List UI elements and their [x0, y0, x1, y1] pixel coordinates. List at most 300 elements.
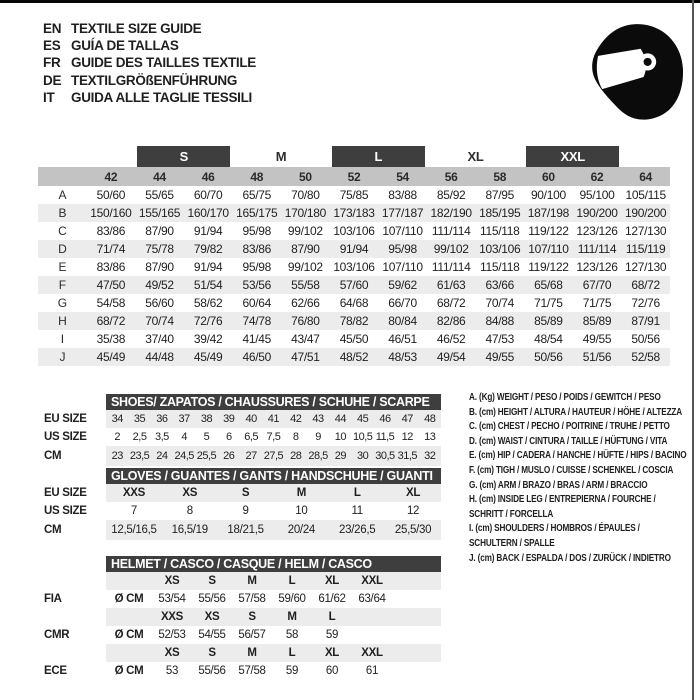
- size-value: 103/106: [333, 260, 375, 274]
- language-row: [43, 54, 256, 71]
- size-value: 45/49: [184, 348, 233, 366]
- cell-filler: [392, 572, 441, 590]
- size-value: 185/195: [475, 204, 524, 222]
- cell-value: 54/55: [198, 629, 226, 641]
- cell-value: 45: [352, 410, 374, 428]
- size-value: 49/54: [427, 348, 476, 366]
- size-value: 56/60: [145, 296, 174, 310]
- size-value: 190/200: [573, 204, 622, 222]
- size-value: 45/49: [87, 348, 136, 366]
- cell-value: 13: [424, 431, 436, 443]
- gloves-table: [43, 484, 441, 540]
- gloves-section-header: GLOVES / GUANTES / GANTS / HANDSCHUHE / GUANTI: [106, 468, 441, 484]
- row-label: FIA: [44, 593, 62, 605]
- row-label: CM: [44, 450, 62, 462]
- size-value: 41/45: [242, 332, 271, 346]
- size-value: 75/85: [339, 188, 369, 202]
- size-value: 79/82: [184, 240, 233, 258]
- size-value: 65/75: [242, 188, 271, 202]
- helmet-size-table: [43, 572, 441, 680]
- size-value: 123/126: [576, 224, 618, 238]
- size-value: 115/119: [621, 240, 670, 258]
- cell-value: 57/58: [238, 665, 266, 677]
- cell-value: 24,5: [173, 446, 195, 466]
- size-value: 187/198: [524, 204, 573, 222]
- size-value: 60/64: [242, 296, 271, 310]
- size-value: 160/170: [184, 204, 233, 222]
- size-value: 57/60: [330, 276, 379, 294]
- cell-value: 56/57: [238, 629, 266, 641]
- legend-item: [469, 405, 686, 420]
- size-value: 107/110: [382, 260, 423, 274]
- legend-line: I. (cm) SHOULDERS / HOMBROS / ÉPAULES /: [469, 522, 640, 535]
- size-value: 70/74: [135, 312, 184, 330]
- size-value: 46/51: [388, 332, 417, 346]
- size-value: 82/86: [427, 312, 476, 330]
- row-prefix: Ø CM: [114, 629, 144, 641]
- size-column-header: 60: [524, 167, 573, 186]
- row-label: [43, 608, 106, 626]
- cell-value: 28: [285, 446, 307, 466]
- legend-line: H. (cm) INSIDE LEG / ENTREPIERNA / FOURCHE /: [469, 493, 656, 506]
- cell-value: 59: [325, 629, 339, 641]
- cell-value: 57/58: [238, 593, 266, 605]
- size-value: 75/78: [135, 240, 184, 258]
- table-row: [43, 572, 441, 590]
- table-row: [43, 502, 441, 520]
- cell-value: 20/24: [273, 520, 329, 540]
- measure-row-label: D: [38, 240, 87, 258]
- row-prefix: [106, 572, 152, 590]
- cell-value: M: [273, 484, 329, 502]
- size-value: 76/80: [281, 312, 330, 330]
- size-value: 83/86: [232, 240, 281, 258]
- cell-value: XS: [162, 484, 218, 502]
- row-label: [43, 644, 106, 662]
- cell-value: 35: [128, 410, 150, 428]
- legend-item: [469, 492, 686, 521]
- shoes-table: [43, 410, 441, 466]
- cell-value: 41: [262, 410, 284, 428]
- size-group-label: L: [332, 146, 425, 167]
- measure-row-label: I: [60, 332, 64, 346]
- size-value: 61/63: [427, 276, 476, 294]
- cell-value: 9: [242, 505, 249, 517]
- cell-value: S: [232, 608, 272, 626]
- legend-line: J. (cm) BACK / ESPALDA / DOS / ZURÜCK / INDIETRO: [469, 551, 671, 564]
- size-value: 91/94: [330, 240, 379, 258]
- size-value: 71/75: [582, 296, 612, 310]
- cell-value: 24: [151, 446, 173, 466]
- legend-item: [469, 434, 686, 449]
- row-label: US SIZE: [44, 431, 87, 443]
- language-row: [43, 72, 256, 89]
- size-value: 51/56: [573, 348, 622, 366]
- cell-value: XS: [192, 608, 232, 626]
- cell-value: 53/54: [158, 593, 186, 605]
- language-label: GUÍA DE TALLAS: [71, 38, 179, 54]
- cell-value: 55/56: [198, 593, 226, 605]
- cell-value: 44: [329, 410, 351, 428]
- size-value: 95/98: [242, 260, 271, 274]
- cell-value: 10,5: [352, 431, 373, 443]
- cell-value: 3,5: [154, 431, 169, 443]
- language-label: GUIDA ALLE TAGLIE TESSILI: [71, 89, 252, 105]
- size-value: 115/118: [480, 224, 520, 238]
- size-column-header: 44: [135, 167, 184, 186]
- size-value: 55/58: [281, 276, 330, 294]
- size-value: 87/95: [485, 188, 515, 202]
- size-value: 60/70: [193, 188, 223, 202]
- cell-value: S: [192, 644, 232, 662]
- table-row: [43, 608, 441, 626]
- top-border: [0, 0, 700, 3]
- table-row: [43, 626, 441, 644]
- measure-row-label: H: [38, 312, 87, 330]
- cell-value: 38: [195, 410, 217, 428]
- table-row: [43, 644, 441, 662]
- size-value: 91/94: [193, 260, 223, 274]
- table-row: [43, 590, 441, 608]
- legend-item: [469, 521, 686, 550]
- legend-item: [469, 419, 686, 434]
- size-value: 103/106: [333, 224, 375, 238]
- size-value: 177/187: [378, 204, 427, 222]
- cell-value: 26: [218, 446, 240, 466]
- gloves-section: [43, 468, 441, 540]
- row-label: CM: [44, 524, 62, 536]
- cell-value: 23: [106, 446, 128, 466]
- measure-row-d: [38, 240, 670, 258]
- size-value: 71/75: [534, 296, 563, 310]
- size-value: 37/40: [145, 332, 174, 346]
- size-value: 165/175: [232, 204, 281, 222]
- cell-value: 47: [396, 410, 418, 428]
- size-column-header: 50: [281, 167, 330, 186]
- cell-value: XS: [152, 572, 192, 590]
- cell-value: [352, 608, 392, 626]
- cell-value: M: [232, 644, 272, 662]
- size-value: 35/38: [96, 332, 126, 346]
- cell-value: XXS: [106, 484, 162, 502]
- cell-value: 46: [374, 410, 396, 428]
- size-value: 170/180: [281, 204, 330, 222]
- cell-value: 16,5/19: [162, 520, 218, 540]
- shoes-table-body: [43, 410, 441, 466]
- cell-value: 12: [401, 431, 413, 443]
- cell-value: 7,5: [266, 431, 281, 443]
- language-row: [43, 20, 256, 37]
- table-row: [43, 662, 441, 680]
- cell-value: 28,5: [307, 446, 329, 466]
- size-column-header: 42: [87, 167, 136, 186]
- cell-value: M: [232, 572, 272, 590]
- size-value: 55/65: [145, 188, 174, 202]
- row-label: CMR: [44, 629, 70, 641]
- measure-row-b: [38, 204, 670, 222]
- size-value: 68/72: [621, 276, 670, 294]
- size-value: 87/90: [281, 240, 330, 258]
- size-value: 87/91: [621, 312, 670, 330]
- racing-helmet-icon: [586, 21, 687, 123]
- size-value: 111/114: [431, 260, 471, 274]
- cell-value: 8: [292, 431, 299, 443]
- cell-value: 37: [173, 410, 195, 428]
- size-value: 50/56: [524, 348, 573, 366]
- size-value: 85/92: [436, 188, 466, 202]
- size-column-header: 52: [330, 167, 379, 186]
- size-value: 70/74: [485, 296, 515, 310]
- textile-size-table-body: [38, 146, 670, 366]
- cell-value: 43: [307, 410, 329, 428]
- size-column-header: 56: [427, 167, 476, 186]
- cell-value: 61: [365, 665, 379, 677]
- helmet-section: [43, 556, 441, 680]
- shoes-section: [43, 394, 441, 466]
- size-value: 80/84: [378, 312, 427, 330]
- size-group-row: [38, 146, 670, 167]
- size-value: 49/55: [582, 332, 612, 346]
- size-group-label: M: [275, 149, 287, 164]
- cell-value: XL: [312, 572, 352, 590]
- legend-line: D. (cm) WAIST / CINTURA / TAILLE / HÜFTUNG / VITA: [469, 434, 668, 447]
- size-value: 150/160: [87, 204, 136, 222]
- size-value: 68/72: [87, 312, 136, 330]
- size-value: 107/110: [524, 240, 573, 258]
- cell-value: 48: [418, 410, 441, 428]
- cell-value: 32: [418, 446, 441, 466]
- cell-value: 30,5: [374, 446, 396, 466]
- size-value: 127/130: [625, 224, 667, 238]
- size-value: 78/82: [330, 312, 379, 330]
- measure-row-j: [38, 348, 670, 366]
- row-label: [43, 572, 106, 590]
- size-value: 155/165: [135, 204, 184, 222]
- cell-filler: [392, 608, 441, 626]
- size-value: 53/56: [232, 276, 281, 294]
- size-value: 83/86: [96, 260, 126, 274]
- cell-value: 61/62: [318, 593, 346, 605]
- size-group-m: [232, 146, 329, 167]
- language-row: [43, 37, 256, 54]
- measure-row-label: A: [58, 188, 67, 202]
- cell-value: 2: [114, 431, 121, 443]
- cell-value: 27: [240, 446, 262, 466]
- legend-item: [469, 390, 686, 405]
- cell-value: 11: [351, 505, 363, 517]
- cell-value: 42: [285, 410, 307, 428]
- measure-row-c: [38, 222, 670, 240]
- legend: [469, 390, 686, 565]
- size-value: 83/86: [96, 224, 126, 238]
- cell-value: 9: [315, 431, 321, 443]
- size-column-header-row: [38, 167, 670, 186]
- size-column-header: 62: [573, 167, 622, 186]
- right-border: [692, 0, 694, 700]
- size-value: 67/70: [573, 276, 622, 294]
- table-row: [43, 484, 441, 502]
- size-value: 64/68: [339, 296, 369, 310]
- size-value: 99/102: [427, 240, 476, 258]
- gloves-table-body: [43, 484, 441, 540]
- size-value: 127/130: [625, 260, 667, 274]
- row-label: EU SIZE: [44, 487, 87, 499]
- size-group-xxl: [524, 146, 621, 167]
- size-group-xl: [427, 146, 524, 167]
- size-group-label: XL: [467, 149, 484, 164]
- size-value: 119/122: [528, 224, 569, 238]
- textile-size-table: [38, 146, 670, 366]
- measure-row-label: E: [58, 260, 67, 274]
- size-column-header: 46: [184, 167, 233, 186]
- legend-line: A. (Kg) WEIGHT / PESO / POIDS / GEWITCH / PESO: [469, 391, 661, 403]
- legend-item: [469, 448, 686, 463]
- size-value: 43/47: [291, 332, 320, 346]
- cell-value: 63/64: [358, 593, 386, 605]
- legend-item: [469, 551, 686, 566]
- legend-item: [469, 478, 686, 493]
- size-value: 71/74: [87, 240, 136, 258]
- size-value: 45/50: [339, 332, 369, 346]
- cell-value: 18/21,5: [218, 520, 274, 540]
- cell-value: S: [218, 484, 274, 502]
- cell-value: 36: [151, 410, 173, 428]
- legend-line: B. (cm) HEIGHT / ALTURA / HAUTEUR / HÖHE / ALTEZZA: [469, 405, 683, 418]
- size-value: 95/98: [378, 240, 427, 258]
- cell-value: L: [312, 608, 352, 626]
- cell-value: 29: [329, 446, 351, 466]
- size-value: 48/53: [378, 348, 427, 366]
- language-label: GUIDE DES TAILLES TEXTILE: [71, 55, 257, 71]
- row-label: US SIZE: [44, 505, 87, 517]
- cell-value: 10: [295, 505, 308, 517]
- table-row: [43, 428, 441, 446]
- measure-row-f: [38, 276, 670, 294]
- size-value: 48/54: [534, 332, 563, 346]
- size-value: 46/52: [436, 332, 466, 346]
- size-value: 182/190: [427, 204, 476, 222]
- cell-value: 25,5: [195, 446, 217, 466]
- language-label: TEXTILE SIZE GUIDE: [71, 21, 202, 36]
- cell-value: XL: [312, 644, 352, 662]
- legend-line: F. (cm) TIGH / MUSLO / CUISSE / SCHENKEL / COSCIA: [469, 463, 674, 476]
- size-value: 105/115: [625, 188, 666, 202]
- cell-value: L: [272, 572, 312, 590]
- cell-value: 58: [285, 629, 299, 641]
- size-value: 123/126: [576, 260, 618, 274]
- cell-value: 39: [218, 410, 240, 428]
- row-prefix: Ø CM: [114, 665, 144, 677]
- legend-line: E. (cm) HIP / CADERA / HANCHE / HÜFTE / HIPS / BACINO: [469, 449, 687, 462]
- size-value: 84/88: [475, 312, 524, 330]
- measure-row-label: C: [58, 224, 67, 238]
- cell-value: XS: [152, 644, 192, 662]
- cell-value: 31,5: [396, 446, 418, 466]
- cell-value: 12,5/16,5: [106, 520, 162, 540]
- helmet-section-header: HELMET / CASCO / CASQUE / HELM / CASCO: [106, 556, 441, 572]
- size-column-header: 48: [232, 167, 281, 186]
- size-value: 59/62: [378, 276, 427, 294]
- size-value: 39/42: [193, 332, 223, 346]
- cell-value: 12: [406, 505, 420, 517]
- cell-value: XXL: [352, 644, 392, 662]
- size-value: 62/66: [291, 296, 320, 310]
- size-value: 50/56: [631, 332, 660, 346]
- size-value: 66/70: [388, 296, 417, 310]
- size-value: 47/50: [87, 276, 136, 294]
- size-value: 63/66: [475, 276, 524, 294]
- size-value: 111/114: [573, 240, 622, 258]
- cell-value: 52/53: [158, 629, 186, 641]
- size-column-header: 58: [475, 167, 524, 186]
- cell-value: XXL: [352, 572, 392, 590]
- size-value: 58/62: [193, 296, 223, 310]
- size-group-l: [330, 146, 427, 167]
- size-value: 72/76: [631, 296, 660, 310]
- cell-value: 40: [240, 410, 262, 428]
- row-prefix: Ø CM: [114, 593, 144, 605]
- size-value: 83/88: [388, 188, 417, 202]
- size-value: 115/118: [480, 260, 520, 274]
- size-group-label: XXL: [526, 146, 619, 167]
- size-value: 87/90: [145, 224, 174, 238]
- cell-filler: [392, 590, 441, 608]
- language-code: IT: [43, 89, 55, 105]
- size-value: 47/51: [281, 348, 330, 366]
- language-row: [43, 89, 256, 106]
- measure-row-label: G: [57, 296, 67, 310]
- row-prefix: [106, 608, 152, 626]
- size-value: 51/54: [184, 276, 233, 294]
- row-label: EU SIZE: [44, 413, 87, 425]
- cell-value: 11,5: [375, 431, 395, 443]
- size-value: 44/48: [135, 348, 184, 366]
- legend-item: [469, 463, 686, 478]
- size-value: 74/78: [232, 312, 281, 330]
- cell-filler: [392, 644, 441, 662]
- size-value: 103/106: [475, 240, 524, 258]
- size-value: 50/60: [96, 188, 126, 202]
- cell-value: L: [329, 484, 385, 502]
- language-code: FR: [43, 55, 61, 71]
- language-list: [43, 20, 256, 106]
- measure-row-i: [38, 330, 670, 348]
- cell-filler: [392, 626, 441, 644]
- row-prefix: [106, 644, 152, 662]
- cell-value: 7: [130, 505, 137, 517]
- size-value: 173/183: [330, 204, 379, 222]
- size-value: 49/55: [475, 348, 524, 366]
- shoes-section-header: SHOES/ ZAPATOS / CHAUSSURES / SCHUHE / SCARPE: [106, 394, 441, 410]
- cell-value: 5: [203, 431, 210, 443]
- language-code: EN: [43, 21, 62, 36]
- size-value: 49/52: [135, 276, 184, 294]
- table-row: [43, 446, 441, 466]
- size-value: 99/102: [287, 224, 323, 238]
- cell-filler: [392, 662, 441, 680]
- size-value: 95/98: [242, 224, 271, 238]
- size-value: 90/100: [530, 188, 566, 202]
- legend-line: SCHRITT / FORCELLA: [469, 507, 554, 520]
- size-value: 52/58: [621, 348, 670, 366]
- measure-row-e: [38, 258, 670, 276]
- cell-value: 4: [181, 431, 187, 443]
- cell-value: 8: [186, 505, 193, 517]
- measure-row-label: F: [38, 276, 87, 294]
- size-value: 87/90: [145, 260, 174, 274]
- language-label: TEXTILGRÖßENFÜHRUNG: [71, 72, 238, 88]
- cell-value: 25,5/30: [385, 520, 441, 540]
